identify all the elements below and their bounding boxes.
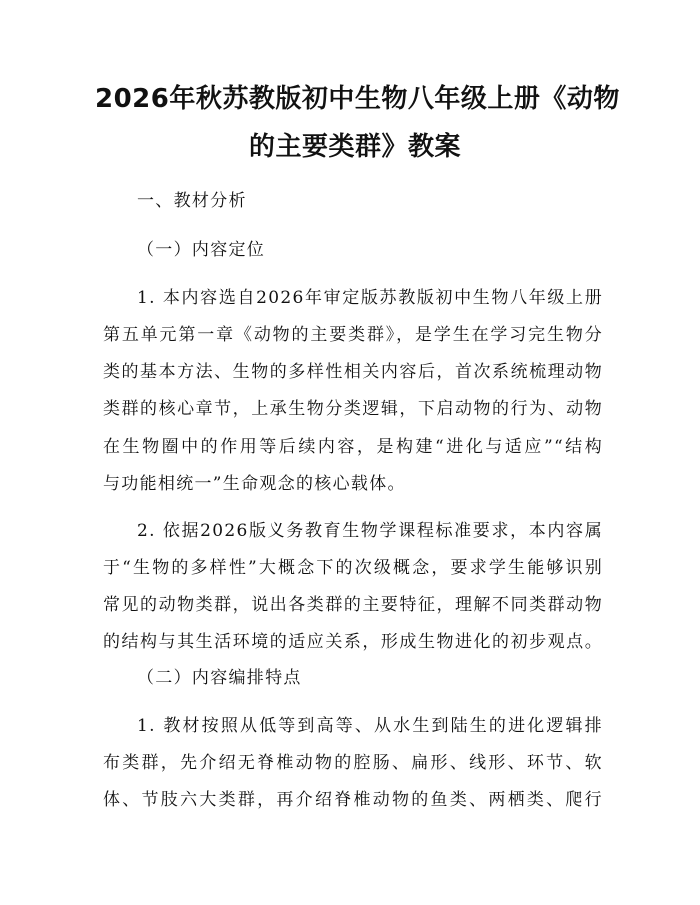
subsection-heading-arrangement-features: （二）内容编排特点 (137, 668, 302, 688)
paragraph-1-line-4: 类群的核心章节，上承生物分类逻辑，下启动物的行为、动物 (103, 399, 603, 419)
paragraph-3-line-3: 体、节肢六大类群，再介绍脊椎动物的鱼类、两栖类、爬行 (103, 790, 603, 810)
paragraph-2-line-2: 于“生物的多样性”大概念下的次级概念，要求学生能够识别 (103, 558, 603, 578)
section-heading-textbook-analysis: 一、教材分析 (137, 191, 247, 211)
paragraph-1-line-2: 第五单元第一章《动物的主要类群》，是学生在学习完生物分 (103, 325, 603, 345)
paragraph-3-line-2: 布类群，先介绍无脊椎动物的腔肠、扁形、线形、环节、软 (103, 753, 603, 773)
paragraph-2-line-4: 的结构与其生活环境的适应关系，形成生物进化的初步观点。 (103, 632, 603, 652)
document-title-line-2: 的主要类群》教案 (248, 132, 461, 162)
paragraph-2-line-1: 2. 依据2026版义务教育生物学课程标准要求，本内容属 (137, 521, 603, 541)
paragraph-1-line-6: 与功能相统一”生命观念的核心载体。 (103, 474, 406, 494)
paragraph-1-line-1: 1. 本内容选自2026年审定版苏教版初中生物八年级上册 (137, 288, 603, 308)
subsection-heading-content-positioning: （一）内容定位 (137, 240, 266, 260)
paragraph-1-line-5: 在生物圈中的作用等后续内容，是构建“进化与适应”“结构 (103, 437, 603, 457)
document-title-line-1: 2026年秋苏教版初中生物八年级上册《动物 (95, 84, 620, 114)
paragraph-3-line-1: 1. 教材按照从低等到高等、从水生到陆生的进化逻辑排 (137, 716, 603, 736)
paragraph-1-line-3: 类的基本方法、生物的多样性相关内容后，首次系统梳理动物 (103, 362, 603, 382)
paragraph-2-line-3: 常见的动物类群，说出各类群的主要特征，理解不同类群动物 (103, 595, 603, 615)
